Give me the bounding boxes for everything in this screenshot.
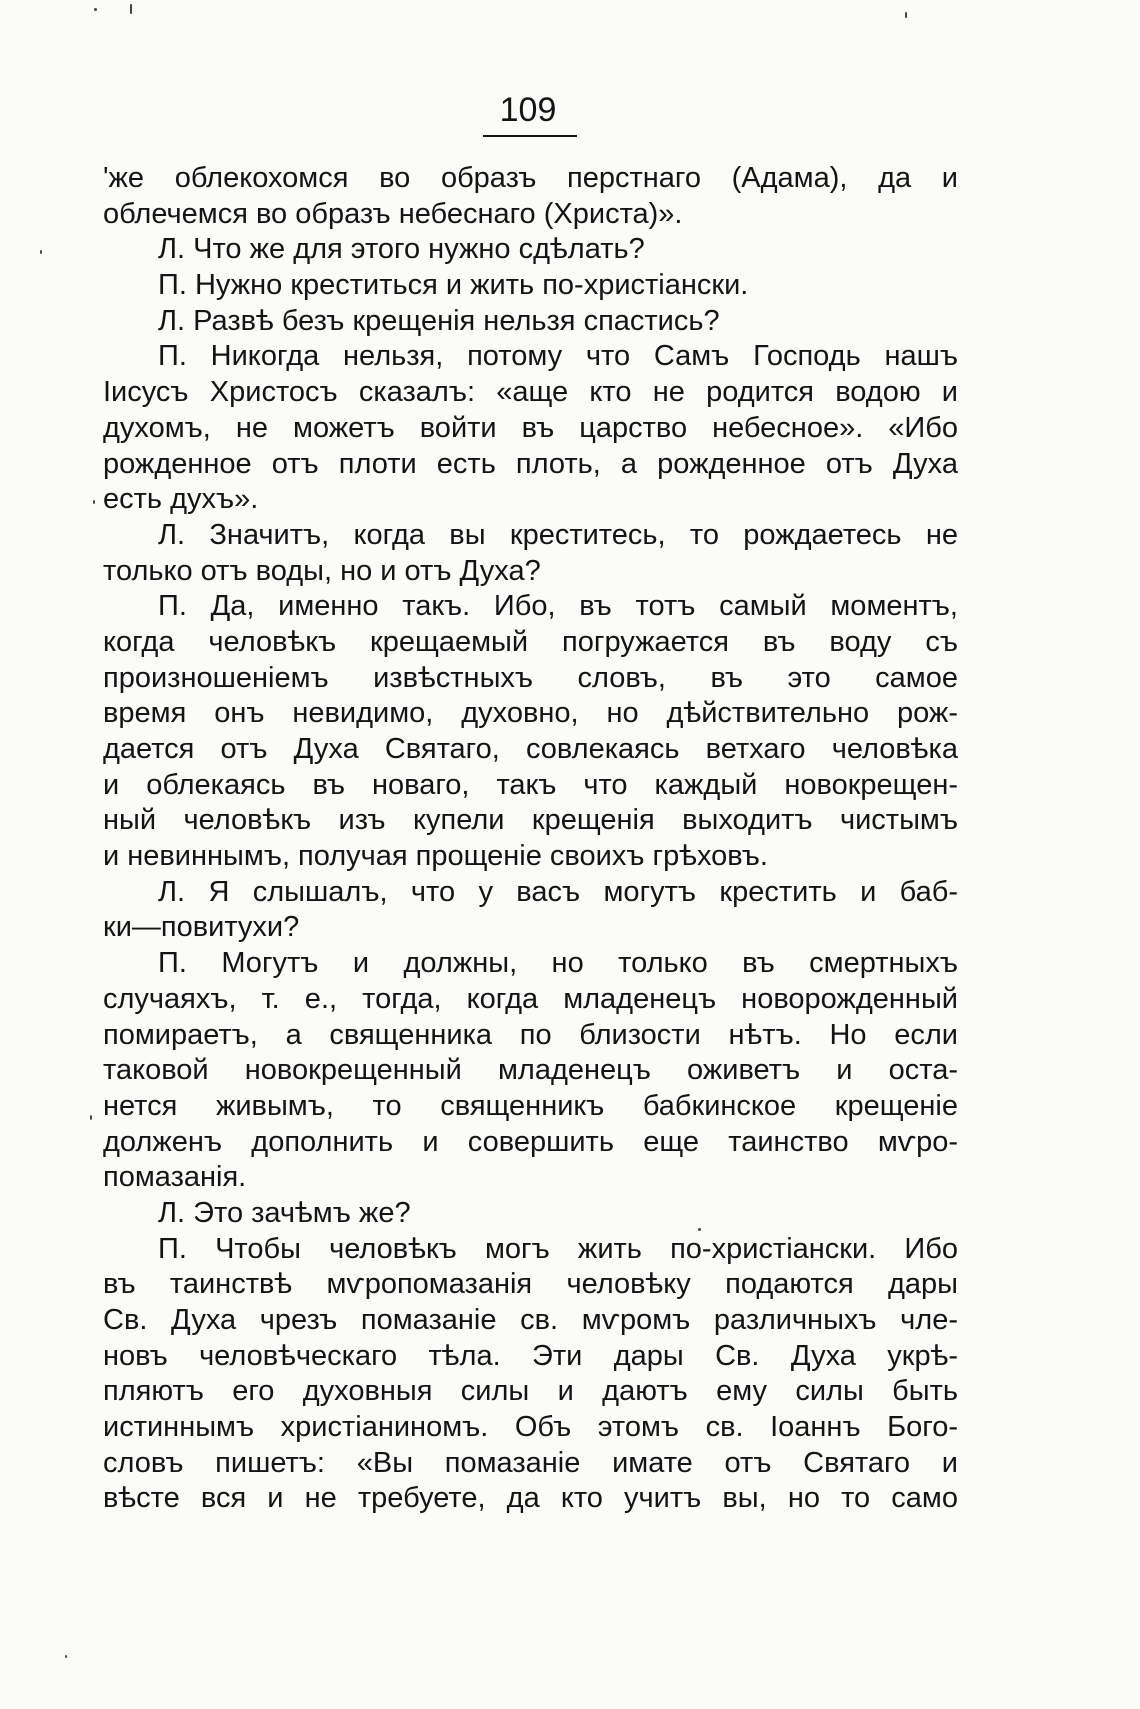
scan-speck	[698, 1228, 701, 1231]
text-line: П. Чтобы человѣкъ могъ жить по-христіански. Ибо	[158, 1232, 958, 1265]
text-line: дается отъ Духа Святаго, совлекаясь ветхаго человѣка	[103, 733, 958, 765]
scan-speck	[65, 1655, 67, 1658]
text-line: помираетъ, а священника по близости нѣтъ. Но если	[103, 1018, 958, 1051]
text-line: когда человѣкъ крещаемый погружается въ воду съ	[103, 625, 958, 658]
text-line: въ таинствѣ мѵропомазанія человѣку подаются дары	[103, 1268, 958, 1301]
text-line: П. Могутъ и должны, но только въ смертныхъ	[158, 947, 958, 980]
text-line: П. Нужно креститься и жить по-христіански.	[158, 269, 749, 302]
text-line: и облекаясь въ новаго, такъ что каждый новокрещен-	[103, 768, 958, 801]
page-number-underline	[483, 135, 577, 137]
text-line: только отъ воды, но и отъ Духа?	[103, 554, 541, 587]
text-line: Л. Значитъ, когда вы креститесь, то рождаетесь не	[158, 518, 958, 551]
scan-speck	[40, 250, 42, 254]
text-line: произношеніемъ извѣстныхъ словъ, въ это самое	[103, 661, 958, 694]
text-line: Л. Я слышалъ, что у васъ могутъ крестить и баб-	[158, 875, 958, 908]
text-line: рожденное отъ плоти есть плоть, а рожденное отъ Духа	[103, 447, 958, 480]
text-line: 'же облекохомся во образъ перстнаго (Адама), да и	[103, 162, 958, 194]
text-line: пляютъ его духовныя силы и даютъ ему силы быть	[103, 1375, 958, 1408]
text-line: ки—повитухи?	[103, 911, 300, 944]
text-line: Л. Развѣ безъ крещенія нельзя спастись?	[158, 304, 720, 337]
text-line: словъ пишетъ: «Вы помазаніе имате отъ Святаго и	[103, 1446, 958, 1479]
text-line: Л. Это зачѣмъ же?	[158, 1196, 411, 1229]
text-line: облечемся во образъ небеснаго (Христа)».	[103, 197, 683, 230]
scan-speck	[905, 12, 907, 18]
scan-speck	[130, 4, 132, 14]
text-line: и невиннымъ, получая прощеніе своихъ грѣховъ.	[103, 840, 768, 873]
text-line: долженъ дополнить и совершить еще таинство мѵро-	[103, 1125, 958, 1158]
text-line: есть духъ».	[103, 483, 259, 516]
text-line: случаяхъ, т. е., тогда, когда младенецъ новорожденный	[103, 982, 958, 1015]
text-line: новъ человѣческаго тѣла. Эти дары Св. Духа укрѣ-	[103, 1339, 958, 1372]
text-line: духомъ, не можетъ войти въ царство небесное». «Ибо	[103, 411, 958, 444]
scan-speck	[93, 500, 95, 504]
scan-speck	[90, 1115, 92, 1120]
body-text	[103, 161, 958, 1517]
text-line: время онъ невидимо, духовно, но дѣйствительно рож-	[103, 697, 958, 730]
text-line: Св. Духа чрезъ помазаніе св. мѵромъ различныхъ чле-	[103, 1304, 958, 1336]
text-line: П. Да, именно такъ. Ибо, въ тотъ самый моментъ,	[158, 590, 958, 623]
text-line: помазанія.	[103, 1161, 247, 1194]
page-number: 109	[499, 91, 557, 129]
text-line: ный человѣкъ изъ купели крещенія выходитъ чистымъ	[103, 804, 958, 837]
text-line: Л. Что же для этого нужно сдѣлать?	[158, 233, 645, 266]
text-line: истиннымъ христіаниномъ. Объ этомъ св. Іоаннъ Бого-	[103, 1411, 958, 1444]
text-line: нется живымъ, то священникъ бабкинское крещеніе	[103, 1089, 958, 1122]
text-line: Іисусъ Христосъ сказалъ: «аще кто не родится водою и	[103, 376, 958, 409]
text-line: П. Никогда нельзя, потому что Самъ Господь нашъ	[158, 340, 958, 373]
scan-speck	[94, 8, 97, 11]
text-line: таковой новокрещенный младенецъ оживетъ и оста-	[103, 1054, 958, 1087]
text-line: вѣсте вся и не требуете, да кто учитъ вы, но то само	[103, 1482, 958, 1515]
